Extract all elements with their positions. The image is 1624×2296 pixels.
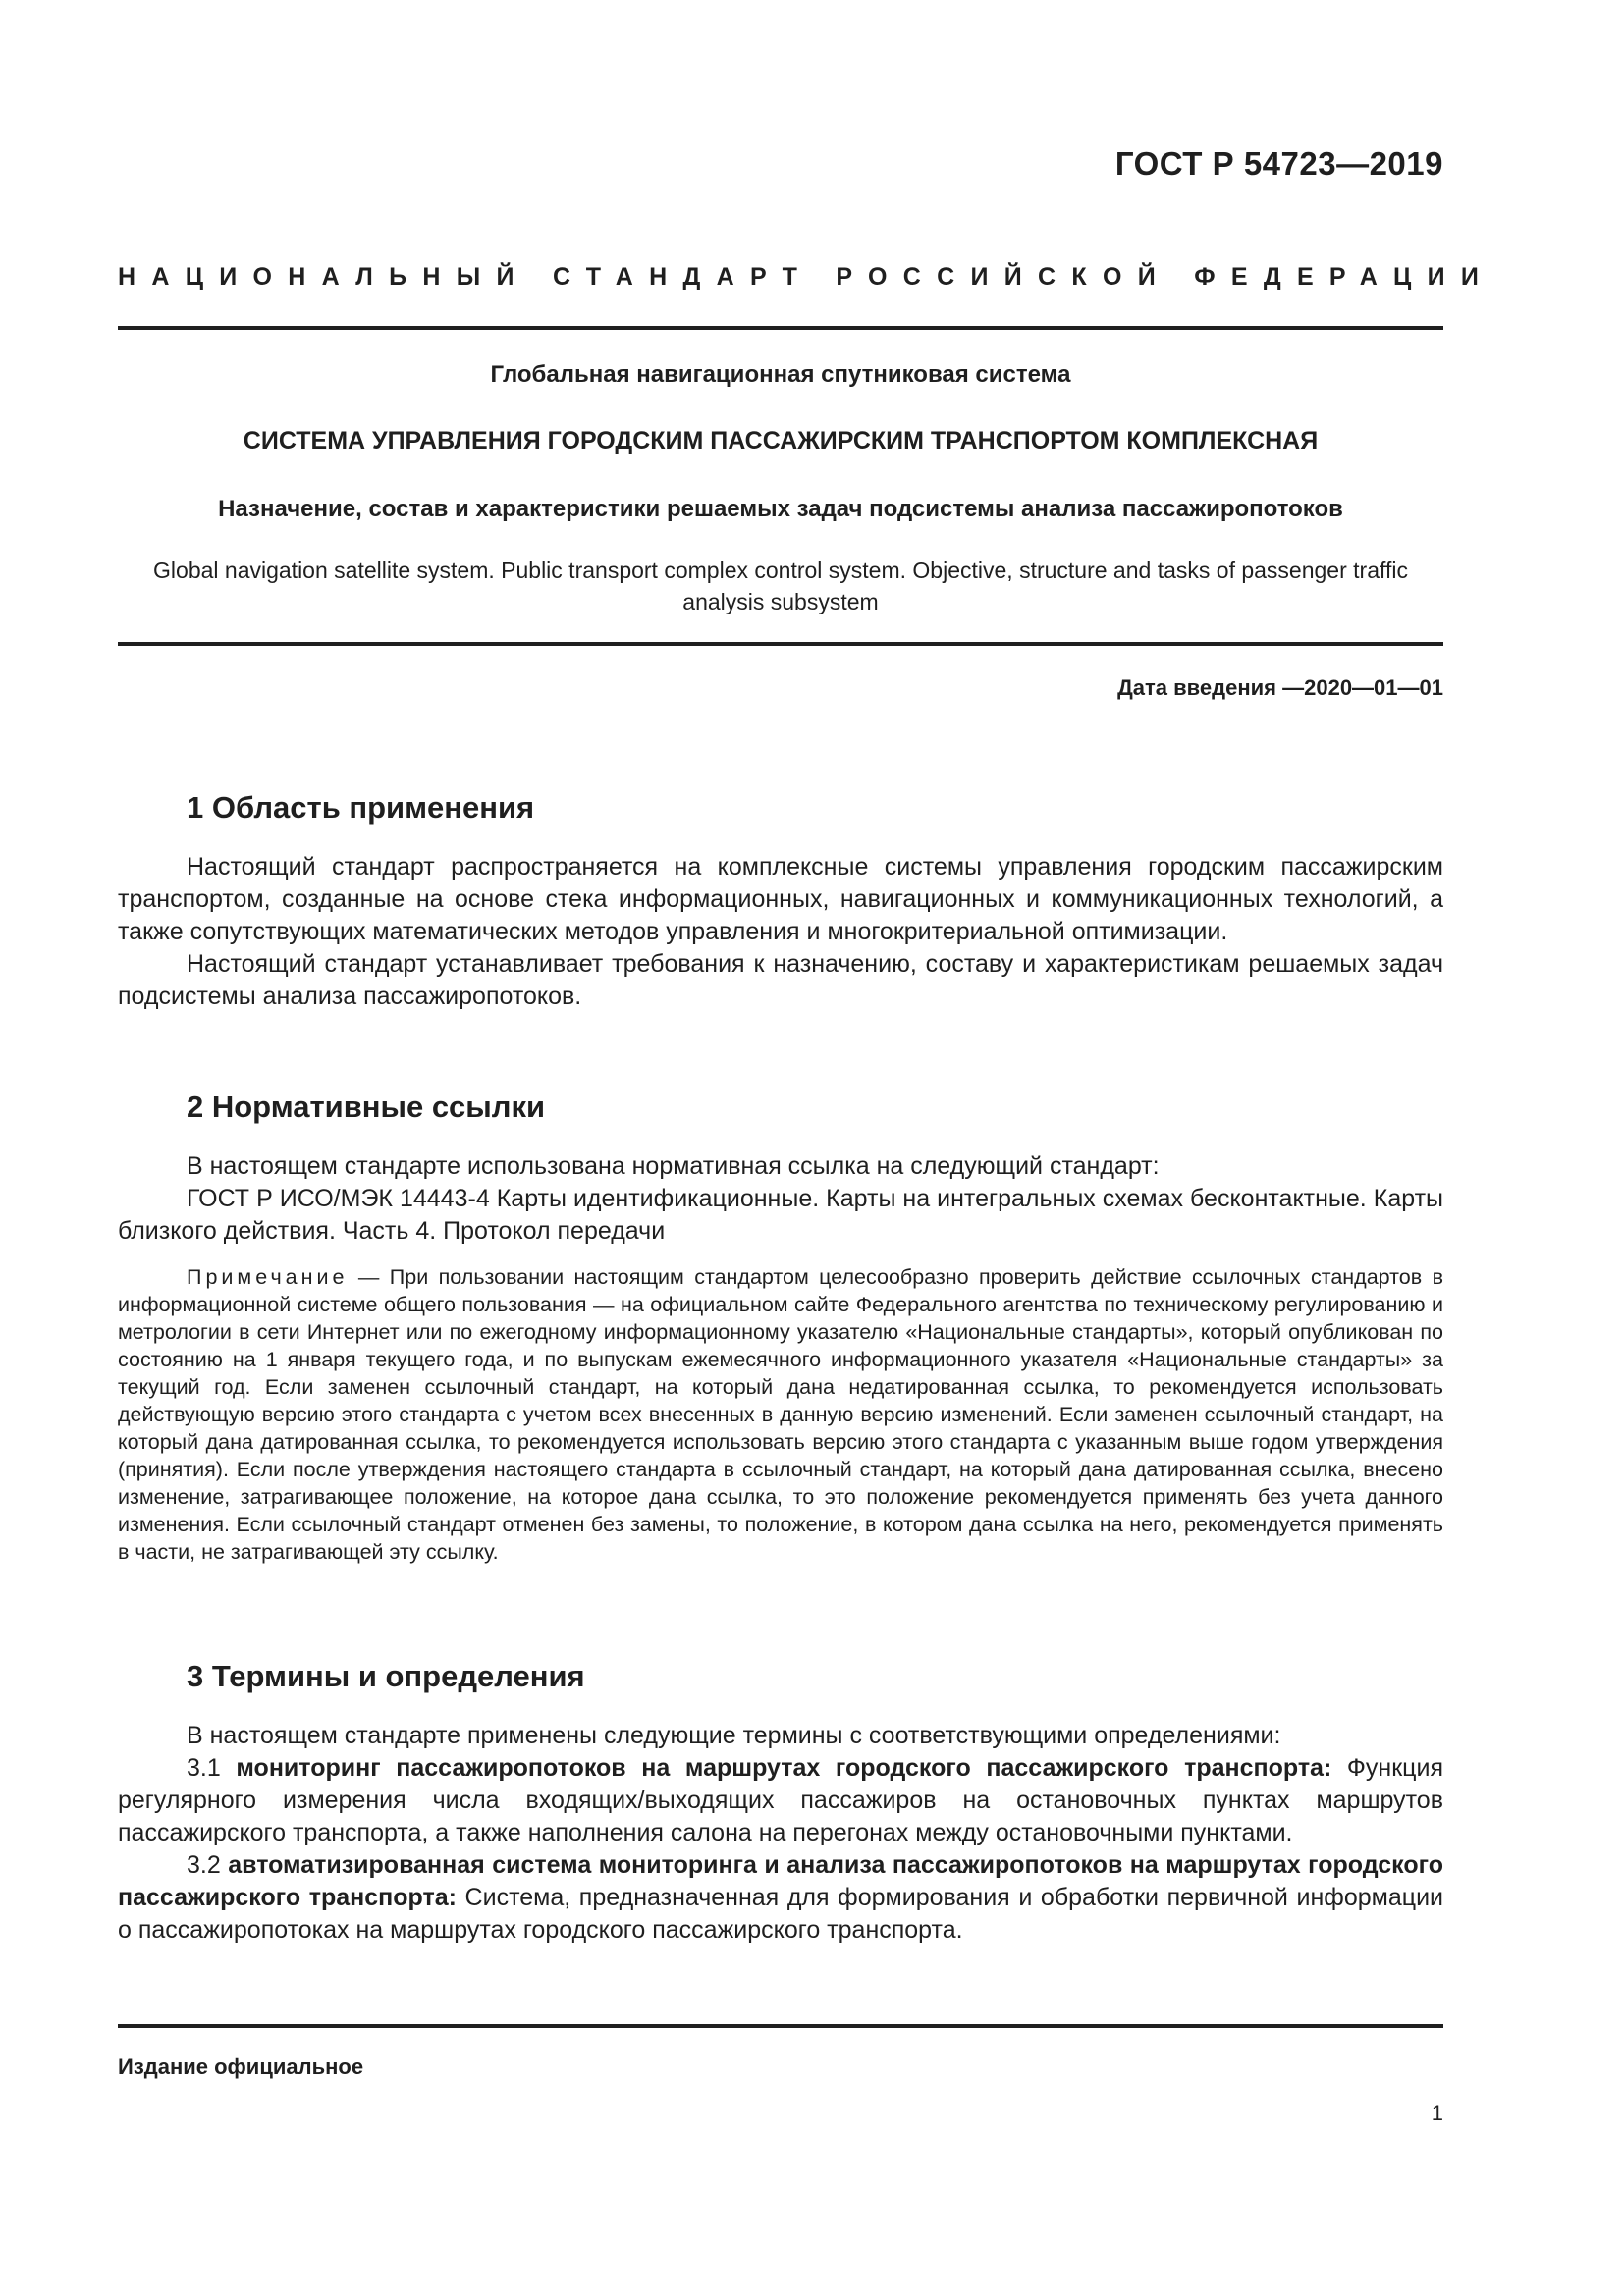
section-2-paragraph-1: В настоящем стандарте использована нормативная ссылка на следующий стандарт: bbox=[187, 1152, 1160, 1180]
section-1-paragraph-2: Настоящий стандарт устанавливает требования к назначению, составу и характеристикам решаемых задач подсистемы анализа пассажиропотоков. bbox=[118, 950, 1443, 1010]
section-2-body bbox=[118, 1150, 1443, 1248]
edition-label: Издание официальное bbox=[118, 2055, 364, 2079]
section-2-note bbox=[118, 1263, 1443, 1566]
term-3-2 bbox=[118, 1849, 1443, 1947]
section-2-title: 2 Нормативные ссылки bbox=[187, 1090, 546, 1124]
note-label: Примечание bbox=[187, 1265, 349, 1289]
section-1-paragraph-1: Настоящий стандарт распространяется на комплексные системы управления городским пассажирским транспортом, созданные на основе стека информационных, навигационных и коммуникационных технологий, а также сопутствующих математических методов управления и многокритериальной оптимизации. bbox=[118, 853, 1443, 945]
section-2-reference: ГОСТ Р ИСО/МЭК 14443-4 Карты идентификационные. Карты на интегральных схемах бесконтактные. Карты близкого действия. Часть 4. Протокол передачи bbox=[118, 1185, 1443, 1245]
header-divider bbox=[118, 326, 1443, 330]
term-3-2-number: 3.2 bbox=[187, 1851, 229, 1879]
page-number: 1 bbox=[1431, 2101, 1443, 2125]
term-3-2-definition: Система, предназначенная для формирования и обработки первичной информации о пассажиропотоках на маршрутах городского пассажирского транспорта. bbox=[118, 1884, 1444, 1944]
term-3-1-number: 3.1 bbox=[187, 1754, 237, 1782]
section-3-intro: В настоящем стандарте применены следующие термины с соответствующими определениями: bbox=[187, 1722, 1281, 1749]
term-3-1-name: мониторинг пассажиропотоков на маршрутах городского пассажирского транспорта: bbox=[236, 1754, 1332, 1782]
standard-code: ГОСТ Р 54723—2019 bbox=[1114, 145, 1443, 182]
title-subtitle: Глобальная навигационная спутниковая система bbox=[490, 361, 1071, 388]
section-1-title: 1 Область применения bbox=[187, 790, 535, 825]
title-divider bbox=[118, 642, 1443, 646]
section-1-body bbox=[118, 851, 1443, 1013]
title-main: СИСТЕМА УПРАВЛЕНИЯ ГОРОДСКИМ ПАССАЖИРСКИМ ТРАНСПОРТОМ КОМПЛЕКСНАЯ bbox=[243, 427, 1319, 454]
document-page bbox=[118, 0, 1495, 2296]
national-standard-heading: НАЦИОНАЛЬНЫЙ СТАНДАРТ РОССИЙСКОЙ ФЕДЕРАЦИИ bbox=[118, 263, 1495, 291]
note-text: — При пользовании настоящим стандартом целесообразно проверить действие ссылочных стандартов в информационной системе общего пользования — на официальном сайте Федерального агентства по техническому регулированию и метрологии в сети Интернет или по ежегодному информационному указателю «Национальные стандарты», который опубликован по состоянию на 1 января текущего года, и по выпускам ежемесячного информационного указателя «Национальные стандарты» за текущий год. Если заменен ссылочный стандарт, на который дана недатированная ссылка, то рекомендуется использовать действующую версию этого стандарта с учетом всех внесенных в данную версию изменений. Если заменен ссылочный стандарт, на который дана датированная ссылка, то рекомендуется использовать версию этого стандарта с указанным выше годом утверждения (принятия). Если после утверждения настоящего стандарта в ссылочный стандарт, на который дана датированная ссылка, внесено изменение, затрагивающее положение, на которое дана ссылка, то это положение рекомендуется применять без учета данного изменения. Если ссылочный стандарт отменен без замены, то положение, в котором дана ссылка на него, рекомендуется применять в части, не затрагивающей эту ссылку. bbox=[118, 1265, 1443, 1564]
term-3-1-definition: Функция регулярного измерения числа входящих/выходящих пассажиров на остановочных пунктах маршрутов пассажирского транспорта, а также наполнения салона на перегонах между остановочными пунктами. bbox=[118, 1754, 1443, 1846]
footer-divider bbox=[118, 2024, 1443, 2028]
term-3-1 bbox=[118, 1752, 1443, 1849]
introduction-date: Дата введения —2020—01—01 bbox=[1117, 675, 1443, 700]
title-description: Назначение, состав и характеристики решаемых задач подсистемы анализа пассажиропотоков bbox=[218, 496, 1343, 522]
section-3-title: 3 Термины и определения bbox=[187, 1659, 585, 1693]
term-3-2-name: автоматизированная система мониторинга и анализа пассажиропотоков на маршрутах городского пассажирского транспорта: bbox=[118, 1851, 1443, 1911]
title-english: Global navigation satellite system. Public transport complex control system. Objective, structure and tasks of passenger traffic analysis subsystem bbox=[153, 558, 1408, 614]
section-3-body bbox=[118, 1720, 1443, 1947]
